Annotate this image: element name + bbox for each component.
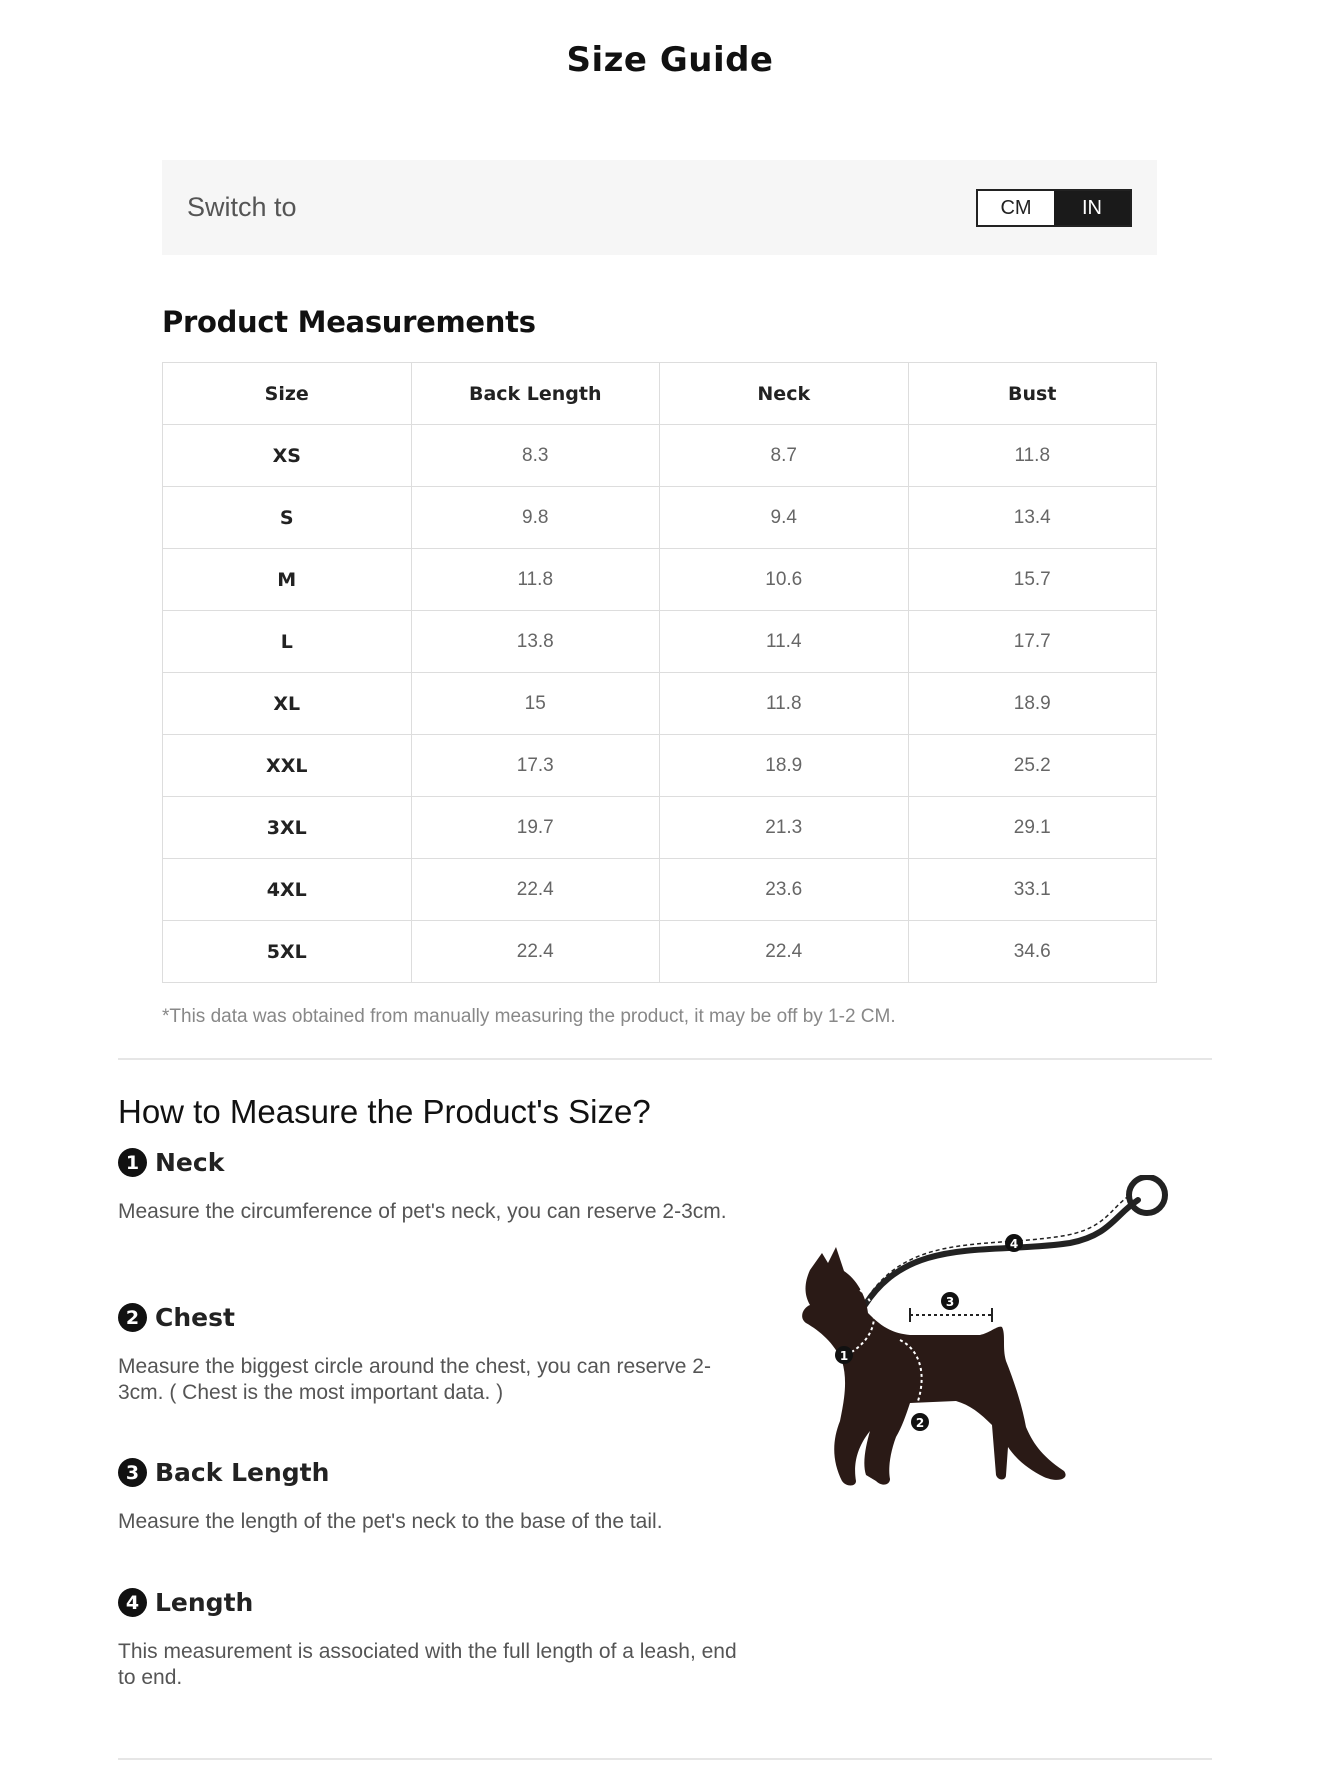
step-title: Back Length [155, 1458, 330, 1487]
column-header-neck: Neck [660, 363, 909, 425]
measurement-cell: 9.4 [660, 487, 909, 549]
column-header-bust: Bust [908, 363, 1157, 425]
marker-length: 4 [1009, 1237, 1019, 1251]
step-title: Neck [155, 1148, 225, 1177]
measurement-cell: 18.9 [660, 735, 909, 797]
size-table [162, 362, 1157, 983]
table-row [163, 859, 1157, 921]
step-description: Measure the circumference of pet's neck, you can reserve 2-3cm. [118, 1200, 727, 1223]
column-header-back-length: Back Length [411, 363, 660, 425]
unit-in-button[interactable]: IN [1054, 191, 1130, 225]
measurement-cell: 13.8 [411, 611, 660, 673]
measurements-heading: Product Measurements [162, 305, 536, 339]
step-length [118, 1588, 738, 1691]
size-label-cell: XXL [163, 735, 412, 797]
measurement-cell: 34.6 [908, 921, 1157, 983]
leash-icon [865, 1200, 1138, 1305]
size-label-cell: L [163, 611, 412, 673]
table-row [163, 611, 1157, 673]
measurement-cell: 13.4 [908, 487, 1157, 549]
table-row [163, 487, 1157, 549]
step-description: This measurement is associated with the full length of a leash, end to end. [118, 1640, 737, 1689]
size-label-cell: XL [163, 673, 412, 735]
unit-toggle [976, 189, 1132, 227]
step-description: Measure the length of the pet's neck to the base of the tail. [118, 1510, 663, 1533]
size-label-cell: XS [163, 425, 412, 487]
page-title: Size Guide [566, 40, 774, 80]
table-header-row [163, 363, 1157, 425]
measurement-cell: 22.4 [411, 859, 660, 921]
marker-neck: 1 [839, 1349, 849, 1363]
measurement-cell: 17.7 [908, 611, 1157, 673]
measurement-cell: 11.4 [660, 611, 909, 673]
section-divider [118, 1758, 1212, 1760]
table-row [163, 673, 1157, 735]
how-to-measure-title: How to Measure the Product's Size? [118, 1093, 651, 1130]
unit-switch-bar [162, 160, 1157, 255]
measurement-cell: 11.8 [411, 549, 660, 611]
dog-measurement-illustration [770, 1175, 1190, 1515]
column-header-size: Size [163, 363, 412, 425]
measurement-cell: 19.7 [411, 797, 660, 859]
measurement-cell: 11.8 [908, 425, 1157, 487]
size-label-cell: S [163, 487, 412, 549]
step-back-length [118, 1458, 738, 1535]
marker-back-length: 3 [945, 1295, 955, 1309]
size-label-cell: 5XL [163, 921, 412, 983]
size-label-cell: 4XL [163, 859, 412, 921]
table-row [163, 921, 1157, 983]
table-row [163, 549, 1157, 611]
table-row [163, 425, 1157, 487]
step-title: Length [155, 1588, 254, 1617]
step-title: Chest [155, 1303, 235, 1332]
measurement-cell: 11.8 [660, 673, 909, 735]
table-row [163, 797, 1157, 859]
size-label-cell: M [163, 549, 412, 611]
step-number-badge: 1 [118, 1148, 147, 1177]
measurement-cell: 10.6 [660, 549, 909, 611]
measurement-cell: 15 [411, 673, 660, 735]
measurement-cell: 15.7 [908, 549, 1157, 611]
step-chest [118, 1303, 738, 1406]
step-neck [118, 1148, 738, 1225]
step-number-badge: 4 [118, 1588, 147, 1617]
measurement-cell: 22.4 [411, 921, 660, 983]
measurement-cell: 18.9 [908, 673, 1157, 735]
dog-silhouette-icon [802, 1247, 1065, 1486]
unit-cm-button[interactable]: CM [978, 191, 1054, 225]
step-number-badge: 3 [118, 1458, 147, 1487]
step-description: Measure the biggest circle around the chest, you can reserve 2-3cm. ( Chest is the most important data. ) [118, 1355, 711, 1404]
measurement-cell: 22.4 [660, 921, 909, 983]
measurement-cell: 33.1 [908, 859, 1157, 921]
step-number-badge: 2 [118, 1303, 147, 1332]
switch-label: Switch to [187, 192, 297, 222]
measurement-cell: 23.6 [660, 859, 909, 921]
measurement-cell: 9.8 [411, 487, 660, 549]
measurement-cell: 25.2 [908, 735, 1157, 797]
measurement-cell: 21.3 [660, 797, 909, 859]
measurement-disclaimer: *This data was obtained from manually measuring the product, it may be off by 1-2 CM. [162, 1006, 896, 1027]
section-divider [118, 1058, 1212, 1060]
measurement-cell: 8.3 [411, 425, 660, 487]
measurement-cell: 8.7 [660, 425, 909, 487]
leash-ring-icon [1129, 1177, 1165, 1213]
measurement-cell: 17.3 [411, 735, 660, 797]
table-row [163, 735, 1157, 797]
measurement-cell: 29.1 [908, 797, 1157, 859]
size-label-cell: 3XL [163, 797, 412, 859]
marker-chest: 2 [915, 1416, 925, 1430]
